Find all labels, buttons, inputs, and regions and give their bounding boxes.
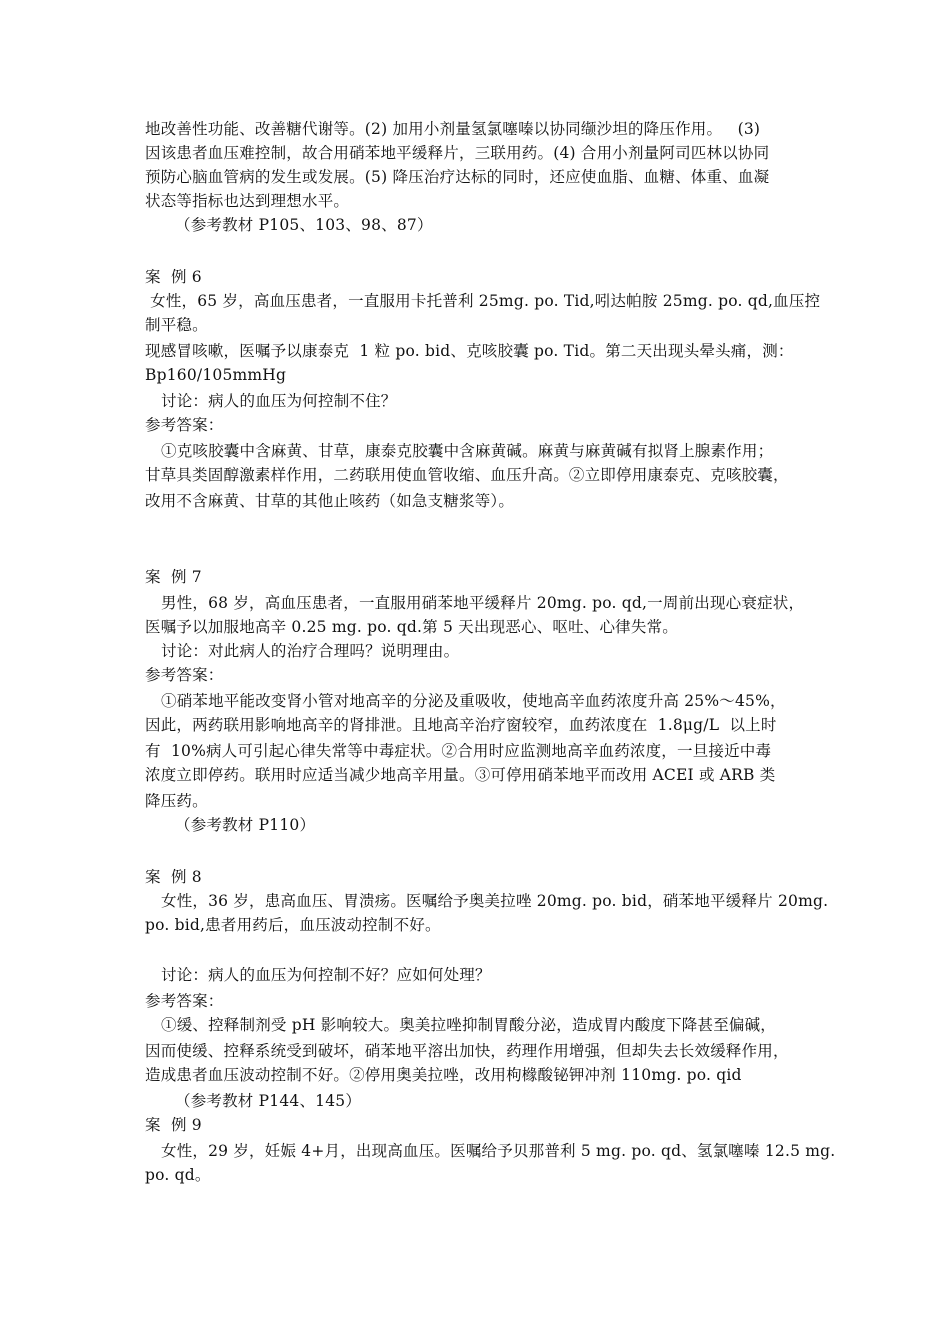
text-line: ①克咳胶囊中含麻黄、甘草，康泰克胶囊中含麻黄碱。麻黄与麻黄碱有拟肾上腺素作用； (161, 442, 774, 460)
text-line: 造成患者血压波动控制不好。②停用奥美拉唑，改用枸橼酸铋钾冲剂 110mg. po. qid (145, 1066, 742, 1084)
text-line: 制平稳。 (145, 316, 208, 334)
text-line: 女性，36 岁，患高血压、胃溃疡。医嘱给予奥美拉唑 20mg. po. bid，硝苯地平缓释片 20mg. (161, 892, 829, 910)
case-heading: 案 例 6 (145, 268, 202, 286)
text-line: 女性，65 岁，高血压患者，一直服用卡托普利 25mg. po. Tid,吲达帕胺 25mg. po. qd,血压控 (145, 292, 821, 310)
case-heading: 案 例 8 (145, 868, 202, 886)
text-line: 甘草具类固醇激素样作用，二药联用使血管收缩、血压升高。②立即停用康泰克、克咳胶囊， (145, 466, 789, 484)
text-line: 状态等指标也达到理想水平。 (145, 192, 350, 210)
text-line: 男性，68 岁，高血压患者，一直服用硝苯地平缓释片 20mg. po. qd,一周前出现心衰症状， (161, 594, 805, 612)
text-line: 有 10%病人可引起心律失常等中毒症状。②合用时应监测地高辛血药浓度，一旦接近中毒 (145, 742, 772, 760)
text-line: ①硝苯地平能改变肾小管对地高辛的分泌及重吸收，使地高辛血药浓度升高 25%～45%， (161, 692, 786, 710)
text-line: 浓度立即停药。联用时应适当减少地高辛用量。③可停用硝苯地平而改用 ACEI 或 ARB 类 (145, 766, 776, 784)
case-heading: 案 例 7 (145, 568, 202, 586)
text-line: 改用不含麻黄、甘草的其他止咳药（如急支糖浆等）。 (145, 492, 515, 510)
answer-label: 参考答案： (145, 666, 224, 684)
text-line: 降压药。 (145, 792, 208, 810)
case-heading: 案 例 9 (145, 1116, 202, 1134)
answer-label: 参考答案： (145, 416, 224, 434)
text-line: 现感冒咳嗽，医嘱予以康泰克 1 粒 po. bid、克咳胶囊 po. Tid。第二天出现头晕头痛，测： (145, 342, 794, 360)
text-line: 因该患者血压难控制，故合用硝苯地平缓释片，三联用药。(4) 合用小剂量阿司匹林以协同 (145, 144, 770, 162)
text-line: 因而使缓、控释系统受到破坏，硝苯地平溶出加快，药理作用增强，但却失去长效缓释作用， (145, 1042, 789, 1060)
text-line: 地改善性功能、改善糖代谢等。(2) 加用小剂量氢氯噻嗪以协同缬沙坦的降压作用。 (3) (145, 120, 761, 138)
text-line: 预防心脑血管病的发生或发展。(5) 降压治疗达标的同时，还应使血脂、血糖、体重、血凝 (145, 168, 770, 186)
text-line: 女性，29 岁，妊娠 4+月，出现高血压。医嘱给予贝那普利 5 mg. po. qd、氢氯噻嗪 12.5 mg. (161, 1142, 836, 1160)
text-line: 医嘱予以加服地高辛 0.25 mg. po. qd.第 5 天出现恶心、呕吐、心律失常。 (145, 618, 678, 636)
text-line: ①缓、控释制剂受 pH 影响较大。奥美拉唑抑制胃酸分泌，造成胃内酸度下降甚至偏碱， (161, 1016, 776, 1034)
text-line: 因此，两药联用影响地高辛的肾排泄。且地高辛治疗窗较窄，血药浓度在 1.8μg/L 以上时 (145, 716, 777, 734)
reference-note: （参考教材 P105、103、98、87） (175, 216, 433, 234)
text-line: po. qd。 (145, 1166, 211, 1184)
text-line: po. bid,患者用药后，血压波动控制不好。 (145, 916, 441, 934)
reference-note: （参考教材 P110） (175, 816, 316, 834)
discussion-question: 讨论：对此病人的治疗合理吗？说明理由。 (161, 642, 460, 660)
discussion-question: 讨论：病人的血压为何控制不住？ (161, 392, 397, 410)
text-line: Bp160/105mmHg (145, 366, 287, 384)
discussion-question: 讨论：病人的血压为何控制不好？应如何处理？ (161, 966, 491, 984)
answer-label: 参考答案： (145, 992, 224, 1010)
reference-note: （参考教材 P144、145） (175, 1092, 362, 1110)
